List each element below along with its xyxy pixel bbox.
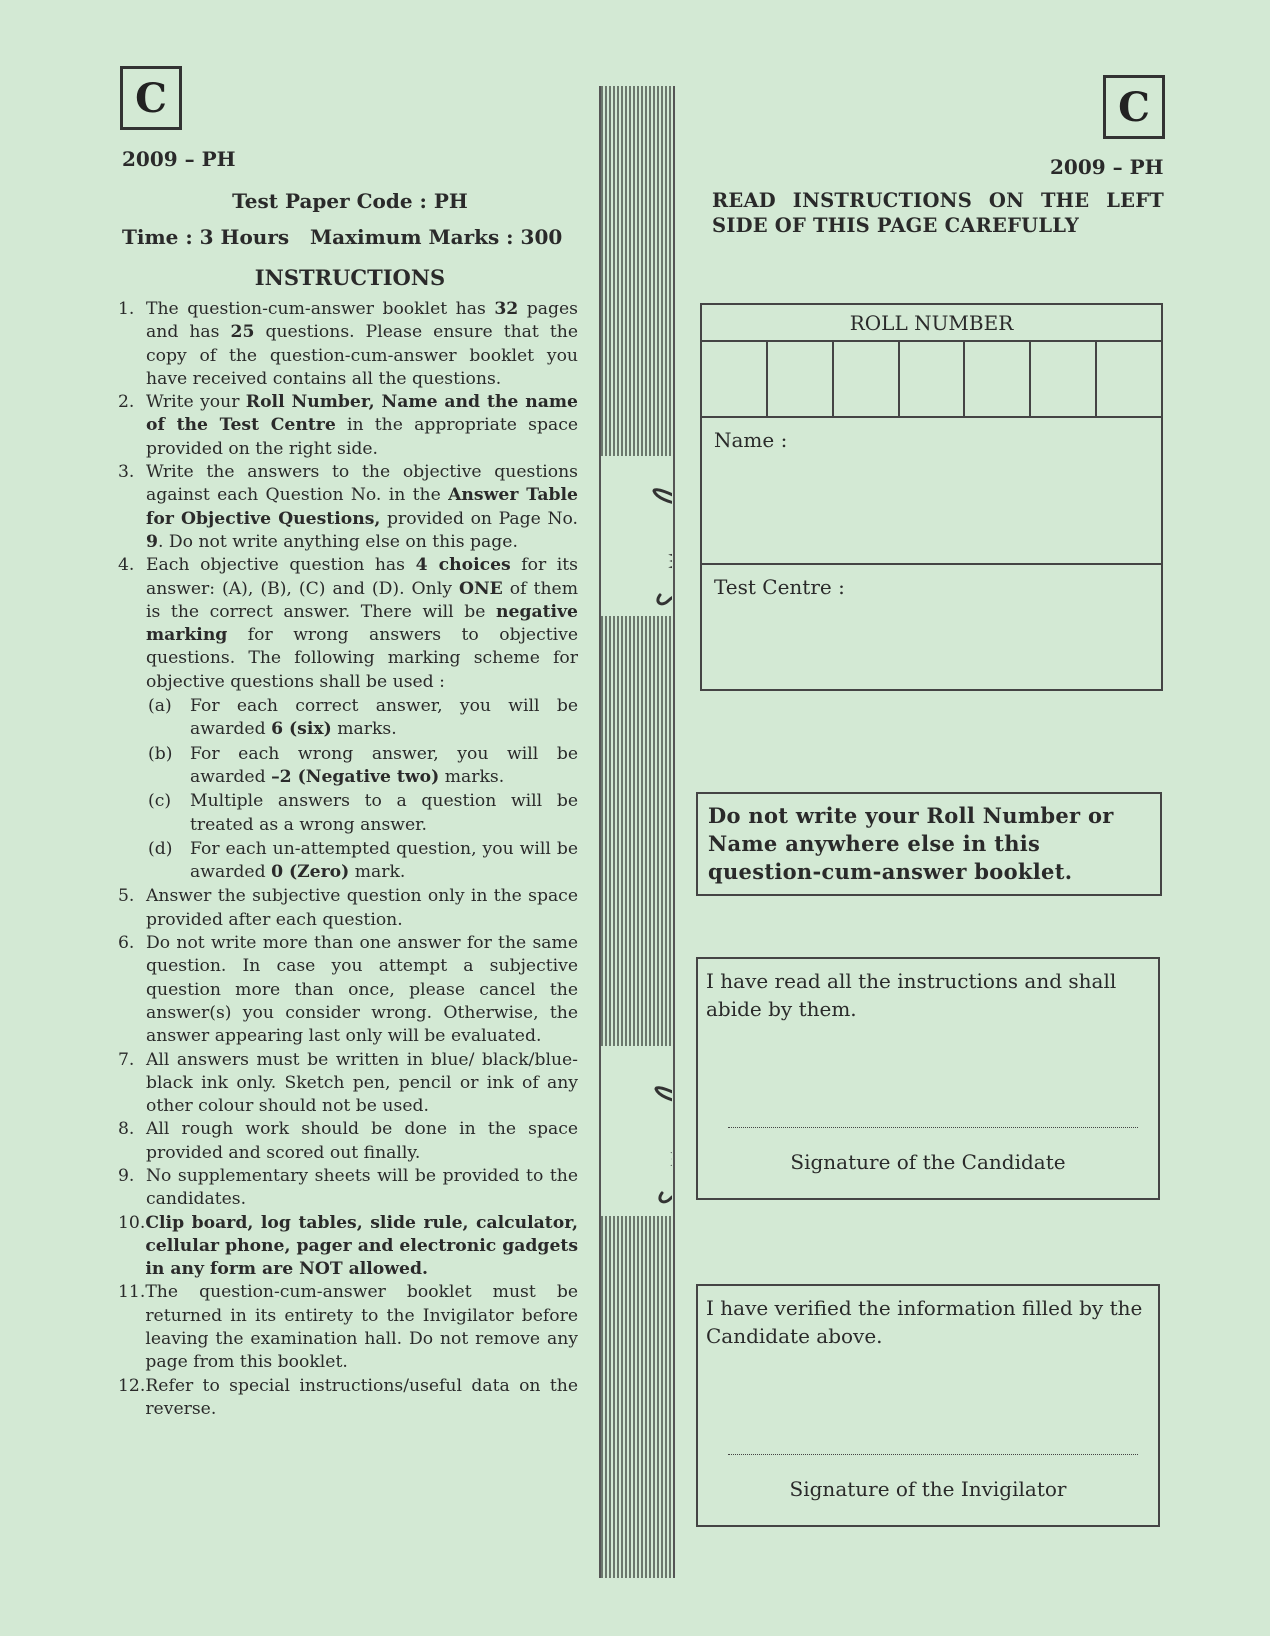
instruction-text: For each un-attempted question, you will be awarded <box>190 838 578 883</box>
instruction-item <box>118 1165 578 1212</box>
instruction-emphasis: 0 (Zero) <box>271 862 350 883</box>
instruction-emphasis: 6 (six) <box>271 719 332 740</box>
read-instructions-note: READ INSTRUCTIONS ON THE LEFT SIDE OF THIS PAGE CAREFULLY <box>712 189 1164 237</box>
roll-number-warning: Do not write your Roll Number or Name anywhere else in this question-cum-answer booklet. <box>696 792 1162 896</box>
instruction-number: 2. <box>118 392 135 413</box>
instruction-emphasis: 9 <box>146 531 158 552</box>
instruction-emphasis: 32 <box>494 299 519 319</box>
instruction-number: 5. <box>118 886 135 907</box>
instruction-emphasis: ONE <box>458 578 503 599</box>
instruction-body <box>145 1212 578 1282</box>
candidate-declaration-box <box>696 957 1160 1200</box>
instruction-text: pages and has <box>146 299 578 343</box>
instruction-item <box>118 1049 578 1119</box>
candidate-declaration-text: I have read all the instructions and shall abide by them. <box>706 969 1117 1021</box>
instruction-number: 11. <box>118 1282 146 1303</box>
roll-digit-cell[interactable] <box>965 342 1031 416</box>
instruction-item <box>118 1375 578 1422</box>
marking-scheme-list <box>146 695 578 884</box>
instruction-item <box>118 885 578 932</box>
instruction-item <box>118 554 578 885</box>
test-centre-field[interactable] <box>702 565 1161 609</box>
name-label: Name : <box>714 428 788 452</box>
instructions-heading: INSTRUCTIONS <box>254 265 446 290</box>
year-code-right: 2009 – PH <box>1050 155 1164 179</box>
instruction-body <box>145 1375 578 1422</box>
instruction-body <box>146 1165 578 1212</box>
instruction-body <box>146 391 578 461</box>
name-field[interactable] <box>702 418 1161 565</box>
instruction-body <box>146 298 578 391</box>
instruction-emphasis: Roll Number, Name and the name of the Test Centre <box>146 392 578 436</box>
instruction-text: provided on Page No. <box>380 508 578 529</box>
roll-digit-cell[interactable] <box>768 342 834 416</box>
instruction-body <box>146 885 578 932</box>
marking-scheme-item <box>146 838 578 885</box>
instruction-item <box>118 1118 578 1165</box>
candidate-signature-label: Signature of the Candidate <box>790 1150 1066 1174</box>
roll-digit-cell[interactable] <box>1097 342 1161 416</box>
instruction-number: 6. <box>118 933 135 954</box>
marking-scheme-text <box>190 743 578 790</box>
paper-code-box-left: C <box>120 66 182 130</box>
instruction-text: Multiple answers to a question will be treated as a wrong answer. <box>190 791 578 835</box>
marking-scheme-label: (a) <box>148 696 172 717</box>
instruction-text: . Do not write anything else on this page. <box>157 531 518 552</box>
roll-number-label: ROLL NUMBER <box>702 305 1161 342</box>
marking-scheme-label: (b) <box>148 743 173 764</box>
marking-scheme-label: (d) <box>148 838 173 859</box>
instruction-text: The question-cum-answer booklet must be returned in its entirety to the Invigilator before leaving the examination hall. Do not remove any page from this booklet. <box>145 1282 578 1373</box>
instruction-number: 9. <box>118 1165 135 1186</box>
instruction-text: No supplementary sheets will be provided to the candidates. <box>146 1165 578 1210</box>
instruction-text: marks. <box>331 719 397 740</box>
instruction-text: in the appropriate space provided on the right side. <box>146 415 578 459</box>
instruction-text: All rough work should be done in the space provided and scored out finally. <box>146 1119 578 1163</box>
instruction-number: 1. <box>118 299 135 319</box>
strip-signature-1 <box>601 456 673 616</box>
marking-scheme-text <box>190 838 578 885</box>
candidate-signature-line[interactable] <box>728 1127 1138 1128</box>
instruction-number: 7. <box>118 1049 135 1070</box>
instruction-emphasis: –2 (Negative two) <box>271 766 440 787</box>
marking-scheme-item <box>146 743 578 790</box>
instruction-body <box>146 554 578 885</box>
marking-scheme-label: (c) <box>148 791 172 812</box>
instruction-number: 3. <box>118 462 135 483</box>
roll-digit-cell[interactable] <box>702 342 768 416</box>
roll-number-cells[interactable] <box>702 342 1161 418</box>
instruction-text: of them is the correct answer. There will be <box>146 578 578 622</box>
instruction-number: 12. <box>118 1375 146 1396</box>
instruction-emphasis: 4 choices <box>415 555 511 576</box>
year-code-left: 2009 – PH <box>122 147 236 171</box>
instruction-item <box>118 298 578 391</box>
marking-scheme-item <box>146 695 578 742</box>
instruction-number: 8. <box>118 1119 135 1140</box>
instruction-text: for wrong answers to objective questions. The following marking scheme for objective questions shall be used : <box>146 625 578 692</box>
instruction-body <box>146 461 578 554</box>
instruction-text: questions. Please ensure that the copy of the question-cum-answer booklet you have received contains all the questions. <box>146 322 578 389</box>
instruction-body <box>146 1118 578 1165</box>
invigilator-declaration-text: I have verified the information filled by the Candidate above. <box>706 1296 1143 1348</box>
roll-digit-cell[interactable] <box>1031 342 1097 416</box>
invigilator-signature-line[interactable] <box>728 1454 1138 1455</box>
strip-signature-2 <box>601 1046 673 1216</box>
handwritten-signature-icon <box>602 461 672 611</box>
instruction-text: All answers must be written in blue/ black/blue-black ink only. Sketch pen, pencil or ink of any other colour should not be used. <box>146 1049 578 1117</box>
roll-number-form <box>700 303 1163 691</box>
handwritten-signature-icon <box>602 1051 672 1211</box>
instruction-item <box>118 461 578 554</box>
marking-scheme-item <box>146 790 578 837</box>
instruction-emphasis: Clip board, log tables, slide rule, calculator, cellular phone, pager and electronic gadgets in any form are NOT allowed. <box>145 1212 578 1280</box>
instruction-text: for its answer: (A), (B), (C) and (D). Only <box>146 555 578 599</box>
instruction-text: For each wrong answer, you will be awarded <box>190 743 578 787</box>
instruction-number: 10. <box>118 1212 146 1233</box>
instruction-emphasis: 25 <box>230 322 255 343</box>
instruction-item <box>118 932 578 1048</box>
instruction-item <box>118 391 578 461</box>
instruction-emphasis: Answer Table for Objective Questions, <box>146 485 578 529</box>
instruction-text: For each correct answer, you will be awarded <box>190 696 578 740</box>
instruction-text: Refer to special instructions/useful data on the reverse. <box>145 1375 578 1419</box>
instruction-text: The question-cum-answer booklet has <box>146 299 495 319</box>
instruction-emphasis: negative marking <box>146 601 578 646</box>
invigilator-declaration-box <box>696 1284 1160 1527</box>
test-centre-label: Test Centre : <box>714 575 845 599</box>
roll-digit-cell[interactable] <box>834 342 900 416</box>
paper-code-box-right: C <box>1103 75 1165 139</box>
roll-digit-cell[interactable] <box>900 342 966 416</box>
test-paper-code: Test Paper Code : PH <box>232 189 468 213</box>
instruction-text: mark. <box>349 862 406 883</box>
instruction-text: marks. <box>439 766 505 787</box>
time-and-marks: Time : 3 Hours Maximum Marks : 300 <box>122 225 563 249</box>
instruction-body <box>146 932 578 1048</box>
instruction-text: Write your <box>146 392 246 413</box>
instruction-text: Do not write more than one answer for the same question. In case you attempt a subjective question more than once, please cancel the answer(s) you consider wrong. Otherwise, the answer appearing last only will be evaluated. <box>146 933 578 1047</box>
binding-strip <box>599 86 675 1578</box>
instructions-list <box>118 298 578 1421</box>
instruction-item <box>118 1212 578 1282</box>
instruction-body <box>146 1049 578 1119</box>
instruction-body <box>145 1281 578 1374</box>
instruction-text: Write the answers to the objective questions against each Question No. in the <box>146 462 578 506</box>
invigilator-signature-label: Signature of the Invigilator <box>789 1477 1067 1501</box>
instruction-text: Answer the subjective question only in the space provided after each question. <box>146 886 578 930</box>
instruction-item <box>118 1281 578 1374</box>
marking-scheme-text <box>190 790 578 837</box>
instruction-text: Each objective question has <box>146 555 416 576</box>
instruction-number: 4. <box>118 555 135 576</box>
marking-scheme-text <box>190 695 578 742</box>
